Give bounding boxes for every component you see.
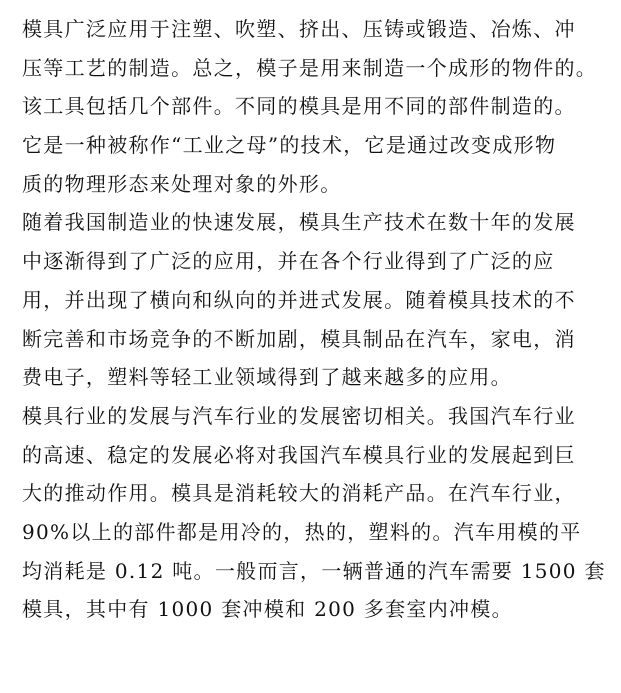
text-line: 90%以上的部件都是用冷的，热的，塑料的。汽车用模的平 bbox=[22, 519, 582, 544]
text-line: 用，并出现了横向和纵向的并进式发展。随着模具技术的不 bbox=[22, 287, 576, 312]
paragraph-industry-development bbox=[22, 203, 609, 396]
text-line: 模具，其中有 1000 套冲模和 200 多套室内冲模。 bbox=[22, 597, 513, 622]
text-line: 模具行业的发展与汽车行业的发展密切相关。我国汽车行业 bbox=[22, 403, 576, 428]
text-line: 均消耗是 0.12 吨。一般而言，一辆普通的汽车需要 1500 套 bbox=[22, 558, 606, 583]
text-line: 断完善和市场竞争的不断加剧，模具制品在汽车，家电，消 bbox=[22, 326, 576, 351]
text-line: 该工具包括几个部件。不同的模具是用不同的部件制造的。 bbox=[22, 94, 576, 119]
paragraph-automotive-molds bbox=[22, 397, 609, 629]
text-line: 压等工艺的制造。总之，模子是用来制造一个成形的物件的。 bbox=[22, 55, 598, 80]
paragraph-mold-applications bbox=[22, 10, 609, 203]
text-line: 大的推动作用。模具是消耗较大的消耗产品。在汽车行业， bbox=[22, 481, 576, 506]
text-line: 质的物理形态来处理对象的外形。 bbox=[22, 171, 342, 196]
text-line: 中逐渐得到了广泛的应用，并在各个行业得到了广泛的应 bbox=[22, 249, 555, 274]
text-line: 费电子，塑料等轻工业领域得到了越来越多的应用。 bbox=[22, 365, 512, 390]
text-line: 随着我国制造业的快速发展，模具生产技术在数十年的发展 bbox=[22, 210, 576, 235]
text-line: 的高速、稳定的发展必将对我国汽车模具行业的发展起到巨 bbox=[22, 442, 576, 467]
text-line: 模具广泛应用于注塑、吹塑、挤出、压铸或锻造、冶炼、冲 bbox=[22, 17, 576, 41]
text-line: 它是一种被称作“工业之母”的技术，它是通过改变成形物 bbox=[22, 133, 557, 158]
